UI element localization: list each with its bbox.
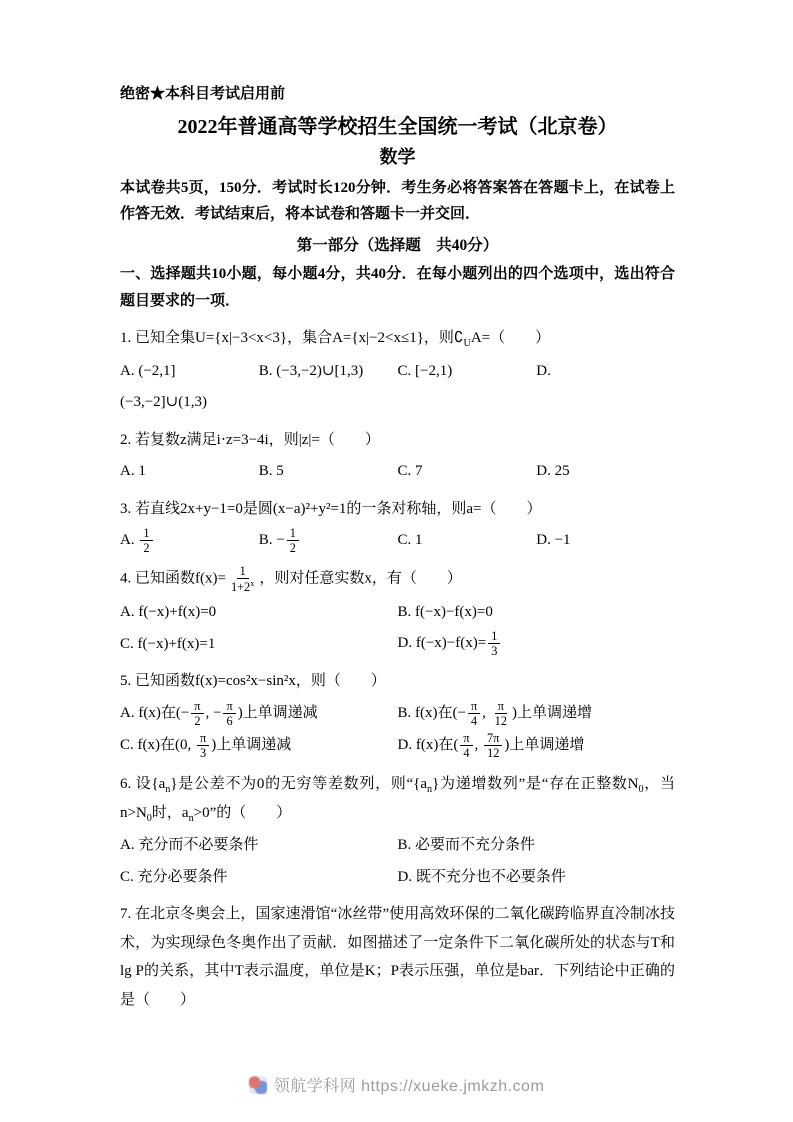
watermark-logo-icon [249,1076,267,1094]
option-row [120,831,675,860]
option: B. 5 [258,463,284,479]
option: B. (−3,−2)∪[1,3) [258,362,364,379]
question-stem: 3. 若直线2x+y−1=0是圆(x−a)²+y²=1的一条对称轴，则a=（ ） [120,500,542,517]
question-stem: 1. 已知全集U={x|−3<x<3}，集合A={x|−2<x≤1}，则$∁_UA=$（ ） [120,330,551,350]
option: C. f(−x)+f(x)=1 [120,635,216,652]
option-row [120,457,675,486]
option-row [120,526,675,555]
option: C. 充分必要条件 [120,868,228,885]
option: A. (−2,1] [120,362,176,379]
option: A. f(−x)+f(x)=0 [120,603,217,620]
option-row [120,629,675,658]
option: A. $\frac{1}{2}$ [120,526,259,555]
question-stem: 2. 若复数z满足i⋅z=3−4i，则|z|=（ ） [120,431,380,448]
question-stem: 7. 在北京冬奥会上，国家速滑馆“冰丝带”使用高效环保的二氧化碳跨临界直冷制冰技术，为实现绿色冬奥作出了贡献．如图描述了一定条件下二氧化碳所处的状态与T和lg P的关系，其中T表示温度，单位是K；P表示压强，单位是bar．下列结论中正确的是（ ） [120,906,675,1008]
option-row [120,699,675,728]
option: B. 必要而不充分条件 [397,837,536,854]
option-row [120,863,675,892]
question-5 [120,667,675,760]
watermark [0,1073,793,1096]
option-row [120,598,675,627]
question-4 [120,564,675,658]
question-stem: 5. 已知函数f(x)=cos²x−sin²x，则（ ） [120,673,386,690]
option: B. f(x)在(− $\frac{\pi}{4}$ , $\frac{\pi}{12}$ )上单调递增 [397,698,592,729]
question-1 [120,324,675,416]
option-row [120,731,675,760]
question-6 [120,770,675,892]
option: A. f(x)在(− $\frac{\pi}{2}$ , − $\frac{\pi}{6}$ )上单调递减 [120,698,318,729]
option: D. f(x)在( $\frac{\pi}{4}$ , $\frac{7\pi}{12}$ )上单调递增 [397,731,585,761]
option: D. f(−x)−f(x)= $\frac{1}{3}$ [398,629,676,658]
section-heading: 一、选择题共10小题，每小题4分，共40分．在每小题列出的四个选项中，选出符合题目要求的一项． [120,266,675,310]
option: C. [−2,1) [397,362,453,379]
page-title: 2022年普通高等学校招生全国统一考试（北京卷） [177,116,618,138]
option-row [120,357,675,386]
question-2 [120,426,675,486]
subject-title: 数学 [379,147,416,167]
option: D. [536,362,551,379]
option: D. 既不充分也不必要条件 [397,868,566,885]
part-heading: 第一部分（选择题 共40分） [296,236,499,254]
option: D. 25 [536,463,570,479]
option: B. − $\frac{1}{2}$ [259,526,398,555]
option-row [120,388,675,417]
question-7 [120,900,675,1014]
option: B. f(−x)−f(x)=0 [397,603,493,620]
option: C. 1 [397,532,423,549]
question-stem: 6. 设$\{a_n\}$是公差不为0的无穷等差数列，则“$\{a_n\}$为递增数列”是“存在正整数$N_0$，当$n>N_0$时，$a_n>0$”的（ ） [120,775,675,824]
option: A. 充分而不必要条件 [120,837,259,854]
option: C. 7 [397,463,423,479]
secrecy-label: 绝密★本科目考试启用前 [120,86,286,102]
questions [120,324,675,1014]
watermark-text: 领航学科网 https://xueke.jmkzh.com [273,1078,545,1095]
question-3 [120,495,675,556]
option: A. 1 [120,463,146,479]
option: (−3,−2]∪(1,3) [120,394,207,410]
option: D. −1 [536,532,571,549]
exam-instructions: 本试卷共5页，150分．考试时长120分钟．考生务必将答案答在答题卡上，在试卷上作答无效．考试结束后，将本试卷和答题卡一并交回． [120,180,675,222]
question-stem: 4. 已知函数f(x)= $\frac{1}{1+2^x}$ ，则对任意实数x，有（ ） [120,564,462,595]
option: C. f(x)在(0, $\frac{\pi}{3}$ )上单调递减 [120,731,292,761]
